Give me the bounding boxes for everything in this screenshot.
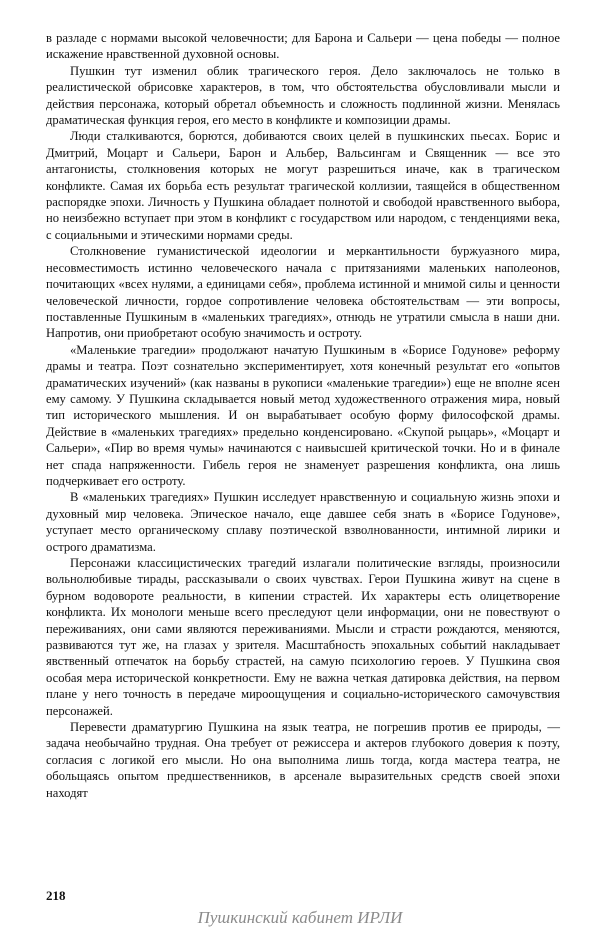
paragraph-1: в разладе с нормами высокой человечности; для Барона и Сальери — цена победы — полное искажение нравственной духовной основы. [46,31,560,62]
paragraph-8: Перевести драматургию Пушкина на язык театра, не погрешив против ее природы, — задача необычайно трудная. Она требует от режиссера и актеров глубокого доверия к поэту, согласия с логикой его мысли. Но она выполнима лишь тогда, когда мастера театра, не обольщаясь опытом предшественников, в арсенале выразительных средств своей эпохи находят [46,720,560,800]
paragraph-3: Люди сталкиваются, борются, добиваются своих целей в пушкинских пьесах. Борис и Дмитрий, Моцарт и Сальери, Барон и Альбер, Вальсингам и Священник — все это антагонисты, столкновения которых не могут разрешиться иначе, как в трагическом конфликте. Самая их борьба есть результат трагической коллизии, таящейся в общественном распорядке эпохи. Личность у Пушкина обладает полнотой и свободой нравственного выбора, но неизбежно вступает при этом в конфликт с государством или народом, с тенденциями века, с социальными и этическими нормами среды. [46,129,560,242]
paragraph-4: Столкновение гуманистической идеологии и меркантильности буржуазного мира, несовместимость истинно человеческого начала с притязаниями маленьких наполеонов, почитающих «всех нулями, а единицами себя», проблема истинной и мнимой силы и ценности человеческой личности, гордое сопротивление человека обстоятельствам — эти вопросы, поставленные Пушкиным в «маленьких трагедиях», отнюдь не утратили смысла в наши дни. Напротив, они приобретают особую значимость и остроту. [46,244,560,341]
page-text-block [46,30,560,801]
paragraph-2: Пушкин тут изменил облик трагического героя. Дело заключалось не только в реалистической обрисовке характеров, в том, что обстоятельства обусловливали мысли и действия персонажа, который обретал объемность и сложность подлинной жизни. Менялась драматическая функция героя, его место в конфликте и композиции драмы. [46,63,560,128]
paragraph-7: Персонажи классицистических трагедий излагали политические взгляды, произносили вольнолюбивые тирады, рассказывали о своих чувствах. Герои Пушкина живут на сцене в бурном водовороте реальности, в кипении страстей. Их характеры есть олицетворение конфликта. Их монологи меньше всего преследуют цели информации, они не повествуют о переживаниях, они сами являются переживаниями. Мысли и страсти рождаются, меняются, развиваются тут же, на глазах у зрителя. Масштабность эпохальных событий накладывает явственный отпечаток на борьбу страстей, на самую психологию героев. У Пушкина своя особая мера исторической конкретности. Ему не важна четкая датировка действия, на первом плане у него точность в передаче мироощущения и социально-исторического самочувствия персонажей. [46,556,560,718]
watermark: Пушкинский кабинет ИРЛИ [197,908,403,927]
paragraph-5: «Маленькие трагедии» продолжают начатую Пушкиным в «Борисе Годунове» реформу драмы и театра. Поэт сознательно экспериментирует, хотя конечный результат его «опытов драматических изучений» (как названы в рукописи «маленькие трагедии») еще не вполне ясен ему самому. У Пушкина складывается новый метод художественного отражения мира, новый тип исторического мышления. И он вырабатывает особую форму философской драмы. Действие в «маленьких трагедиях» предельно конденсировано. «Скупой рыцарь», «Моцарт и Сальери», «Пир во время чумы» начинаются с наивысшей критической точки. Но и в финале нет спада напряженности. Гибель героя не знаменует разрешения конфликта, она лишь подчеркивает его остроту. [46,342,560,488]
paragraph-6: В «маленьких трагедиях» Пушкин исследует нравственную и социальную жизнь эпохи и духовный мир человека. Эпическое начало, еще давшее себя знать в «Борисе Годунове», уступает место органическому сплаву поэтической взволнованности, интимной лирики и острого драматизма. [46,490,560,554]
page-number: 218 [46,888,66,903]
